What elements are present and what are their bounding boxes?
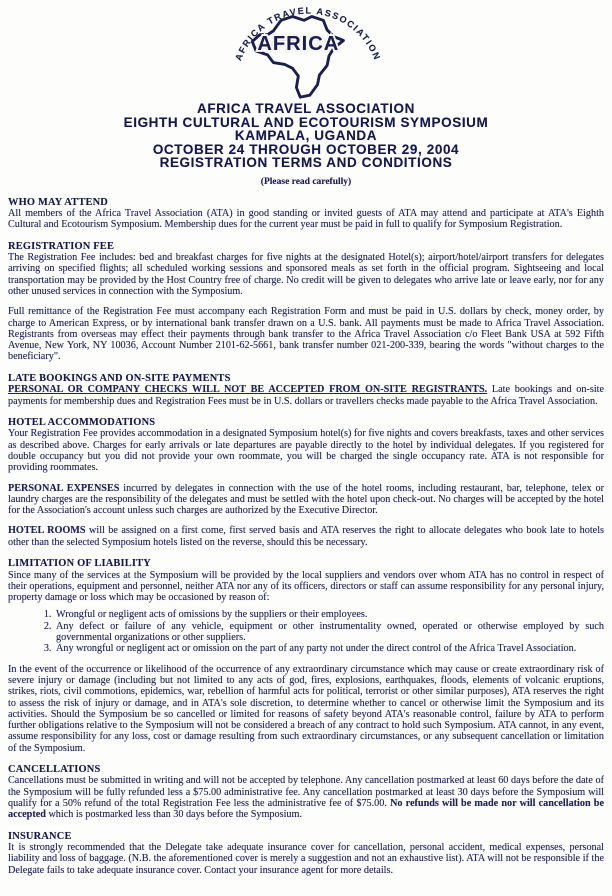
paragraph-text: incurred by delegates in connection with the use of the hotel rooms, including restaurant, bar, telephone, telex or laundry charges are the responsibility of the delegates and must be settled with the hotel upon check-out. No charges will be accepted by the hotel for the Association's account unless such charges are authorized by the Executive Director.: [8, 482, 604, 517]
logo-map-label: AFRICA: [257, 33, 340, 56]
title-line: OCTOBER 24 THROUGH OCTOBER 29, 2004: [152, 141, 460, 157]
section-heading: CANCELLATIONS: [8, 763, 101, 775]
section-late-bookings: [8, 373, 604, 407]
title-line: EIGHTH CULTURAL AND ECOTOURISM SYMPOSIUM: [123, 114, 489, 130]
section-limitation-of-liability: [8, 558, 604, 754]
list-item: 1. Wrongful or negligent acts of omissions by the suppliers or their employees.: [54, 609, 604, 620]
paragraph: [8, 483, 604, 517]
document-body: [8, 197, 604, 877]
logo-arc-text: AFRICA TRAVEL ASSOCIATION: [233, 5, 383, 63]
section-hotel-rooms: [8, 525, 604, 548]
title-line: REGISTRATION TERMS AND CONDITIONS: [159, 155, 453, 170]
paragraph-text: Cancellations must be submitted in writing and will not be accepted by telephone. Any cancellation postmarked at least 60 days before the date of the Symposium will be fully refunded less a $75.00 administrative fee. Any cancellation postmarked at least 30 days before the Symposium will qualify for a 50% refund of the total Registration Fee less the administrative fee of $75.00.: [8, 775, 604, 810]
paragraph: Full remittance of the Registration Fee must accompany each Registration Form and must be paid in U.S. dollars by check, money order, by charge to American Express, or by international bank transfer drawn on a U.S. bank. All payments must be made to Africa Travel Association. Registrants from overseas may effect their payments through bank transfer to the Africa Travel Association c/o Fleet Bank USA at 592 Fifth Avenue, New York, NY 10036, Account Number 2101-62-5661, bank transfer number 021-200-339, bearing the words "without charges to the beneficiary".: [8, 306, 604, 363]
late-bookings-warning: PERSONAL OR COMPANY CHECKS WILL NOT BE ACCEPTED FROM ON-SITE REGISTRANTS.: [8, 384, 488, 396]
paragraph: Since many of the services at the Symposium will be provided by the local suppliers and vendors over whom ATA has no control in respect of their operations, equipment and personnel, neither ATA nor any of its officers, directors or staff can assume responsibility for any personal injury, property damage or loss which may be occasioned by reason of:: [8, 569, 604, 604]
paragraph: The Registration Fee includes: bed and breakfast charges for five nights at the designated Hotel(s); airport/hotel/airport transfers for delegates arriving on specified flights; all scheduled working sessions and sponsored meals as set forth in the official program. Sightseeing and local transportation may be provided by the Host Country free of charge. No credit will be given to delegates who arrive late or leave early, nor for any other unused services in connection with the Symposium.: [8, 252, 604, 297]
read-carefully-note: (Please read carefully): [260, 176, 352, 187]
paragraph: Your Registration Fee provides accommodation in a designated Symposium hotel(s) for five nights and covers breakfasts, taxes and other services as described above. Charges for early arrivals or late departures are payable directly to the hotel by individual delegates. If you registered for double occupancy but you did not provide your own roommate, you will be charged the single occupancy rate. ATA is not responsible for providing roommates.: [8, 428, 604, 474]
paragraph: In the event of the occurrence or likelihood of the occurrence of any extraordinary circumstance which may cause or create extraordinary risk of severe injury or damage (including but not limited to any acts of god, fires, explosions, earthquakes, floods, elements of volcanic eruptions, strikes, riots, civil commotions, epidemics, war, rebellion of harmful acts for political, terrorist or other similar purposes), ATA reserves the right to assess the risk of injury or damage, and in ATA's sole discretion, to determine whether to cancel or otherwise limit the Symposium and its activities. Should the Symposium be so cancelled or limited for reasons of safety beyond ATA's reasonable control, failure by ATA to perform further obligations relative to the Symposium will not be considered a breach of any contract to hold such Symposium. ATA cannot, in any event, assume responsibility for any loss, cost or damage resulting from such extraordinary circumstances, or any subsequent cancellation or limitation of the Symposium.: [8, 663, 604, 754]
title-line: KAMPALA, UGANDA: [234, 128, 378, 143]
document-title-block: [8, 102, 604, 170]
personal-expenses-lead: PERSONAL EXPENSES: [8, 482, 120, 494]
paragraph: [8, 775, 604, 820]
section-heading: WHO MAY ATTEND: [8, 196, 108, 208]
section-heading: REGISTRATION FEE: [8, 240, 115, 252]
liability-list: [8, 609, 604, 654]
paragraph: [8, 525, 604, 548]
section-heading: LIMITATION OF LIABILITY: [8, 558, 151, 570]
ata-logo: [8, 4, 604, 100]
section-cancellations: [8, 764, 604, 821]
section-insurance: [8, 831, 604, 876]
section-heading: INSURANCE: [8, 830, 72, 842]
section-heading: LATE BOOKINGS AND ON-SITE PAYMENTS: [8, 372, 231, 384]
no-refunds-emphasis: No refunds will be made nor will cancellation be accepted: [8, 798, 604, 821]
section-registration-fee: [8, 241, 604, 363]
hotel-rooms-lead: HOTEL ROOMS: [8, 525, 86, 537]
africa-map-logo-icon: [188, 4, 424, 100]
section-hotel-accommodations: [8, 417, 604, 474]
paragraph-text: Late bookings and on-site payments for membership dues and Registration Fees must be in U.S. dollars or travellers checks made payable to the Africa Travel Association.: [8, 384, 604, 407]
section-who-may-attend: [8, 197, 604, 231]
list-item: 2. Any defect or failure of any vehicle, equipment or other instrumentality owned, operated or otherwise employed by such governmental organizations or other suppliers.: [54, 621, 604, 644]
list-item: 3. Any wrongful or negligent act or omission on the part of any party not under the direct control of the Africa Travel Association.: [54, 643, 604, 654]
paragraph-text: which is postmarked less than 30 days before the Symposium.: [45, 809, 302, 821]
paragraph: All members of the Africa Travel Association (ATA) in good standing or invited guests of ATA may attend and participate at ATA's Eighth Cultural and Ecotourism Symposium. Membership dues for the current year must be paid in full to qualify for Symposium Registration.: [8, 208, 604, 231]
paragraph: It is strongly recommended that the Delegate take adequate insurance cover for cancellation, personal accident, medical expenses, personal liability and loss of baggage. (N.B. the aforementioned cover is merely a suggestion and not an exhaustive list). ATA will not be responsible if the Delegate fails to take adequate insurance cover. Contact your insurance agent for more details.: [8, 842, 604, 876]
paragraph: [8, 384, 604, 407]
section-heading: HOTEL ACCOMMODATIONS: [8, 416, 156, 428]
paragraph-text: will be assigned on a first come, first served basis and ATA reserves the right to allocate delegates who book late to hotels other than the selected Symposium hotels listed on the reverse, should this be necessary.: [8, 525, 604, 548]
title-line: AFRICA TRAVEL ASSOCIATION: [196, 101, 415, 116]
section-personal-expenses: [8, 483, 604, 517]
